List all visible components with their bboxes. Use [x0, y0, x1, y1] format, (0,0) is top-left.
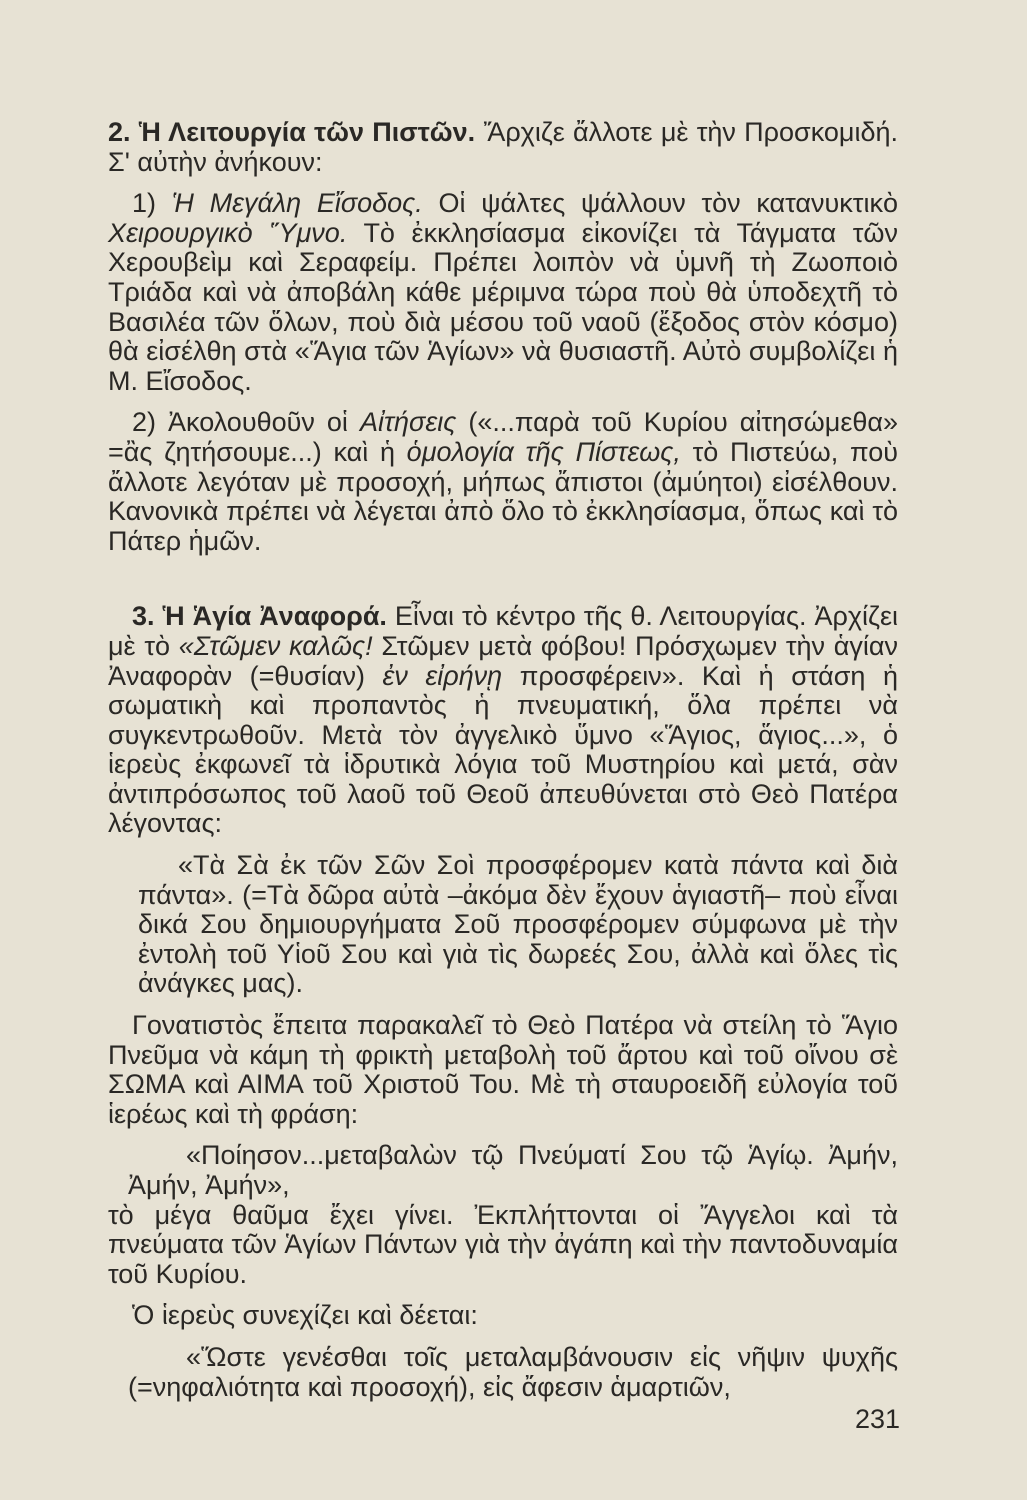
quote-offering: «Τὰ Σὰ ἐκ τῶν Σῶν Σοὶ προσφέρομεν κατὰ πάντα καὶ διὰ πάντα». (=Τὰ δῶρα αὐτὰ –ἀκόμα δὲν ἔχουν ἁγιαστῆ– ποὺ εἶναι δικά Σου δημιουργήματα Σοῦ προσφέρομεν σύμφωνα μὲ τὴν ἐντολὴ τοῦ Υἱοῦ Σου καὶ γιὰ τὶς δωρεές Σου, ἀλλὰ καὶ ὅλες τὶς ἀνάγκες μας).: [138, 850, 898, 999]
priest-prays-line: Ὁ ἱερεὺς συνεχίζει καὶ δέεται:: [132, 1300, 478, 1331]
page-body: [108, 118, 898, 1402]
section-2-item-1: 1) Ἡ Μεγάλη Εἴσοδος. Οἱ ψάλτες ψάλλουν τὸν κατανυκτικὸ Χειρουργικὸ Ὕμνο. Τὸ ἐκκλησίασμα εἰκονίζει τὰ Τάγματα τῶν Χερουβεὶμ καὶ Σεραφείμ. Πρέπει λοιπὸν νὰ ὑμνῆ τὴ Ζωοποιὸ Τριάδα καὶ νὰ ἀποβάλη κάθε μέριμνα τώρα ποὺ θὰ ὑποδεχτῆ τὸ Βασιλέα τῶν ὅλων, ποὺ διὰ μέσου τοῦ ναοῦ (ἔξοδος στὸν κόσμο) θὰ εἰσέλθη στὰ «Ἅγια τῶν Ἁγίων» νὰ θυσιαστῆ. Αὐτὸ συμβολίζει ἡ Μ. Εἴσοδος.: [108, 188, 898, 396]
section-2-item-2: 2) Ἀκολουθοῦν οἱ Αἰτήσεις («...παρὰ τοῦ Κυρίου αἰτησώμεθα» =ἂς ζητήσουμε...) καὶ ἡ ὁμολογία τῆς Πίστεως, τὸ Πιστεύω, ποὺ ἄλλοτε λεγόταν μὲ προσοχή, μήπως ἄπιστοι (ἀμύητοι) εἰσέλθουν. Κανονικὰ πρέπει νὰ λέγεται ἀπὸ ὅλο τὸ ἐκκλησίασμα, ὅπως καὶ τὸ Πάτερ ἡμῶν.: [108, 407, 898, 556]
epiclesis-paragraph: Γονατιστὸς ἔπειτα παρακαλεῖ τὸ Θεὸ Πατέρα νὰ στείλη τὸ Ἅγιο Πνεῦμα νὰ κάμη τὴ φρικτὴ μεταβολὴ τοῦ ἄρτου καὶ τοῦ οἴνου σὲ ΣΩΜΑ καὶ ΑΙΜΑ τοῦ Χριστοῦ Του. Μὲ τὴ σταυροειδῆ εὐλογία τοῦ ἱερέως καὶ τὴ φράση:: [108, 1010, 898, 1129]
section-2-heading: 2. Ἡ Λειτουργία τῶν Πιστῶν.: [108, 117, 476, 147]
cherubic-hymn-term: Χειρουργικὸ Ὕμνο.: [108, 217, 348, 248]
section-3-intro: 3. Ἡ Ἁγία Ἀναφορά. Εἶναι τὸ κέντρο τῆς θ. Λειτουργίας. Ἀρχίζει μὲ τὸ «Στῶμεν καλῶς! Στῶμεν μετὰ φόβου! Πρόσχωμεν τὴν ἁγίαν Ἀναφορὰν (=θυσίαν) ἐν εἰρήνῃ προσφέρειν». Καὶ ἡ στάση ἡ σωματικὴ καὶ προπαντὸς ἡ πνευματική, ὅλα πρέπει νὰ συγκεντρωθοῦν. Μετὰ τὸν ἀγγελικὸ ὕμνο «Ἅγιος, ἅγιος...», ὁ ἱερεὺς ἐκφωνεῖ τὰ ἱδρυτικὰ λόγια τοῦ Μυστηρίου καὶ μετά, σὰν ἀντιπρόσωπος τοῦ λαοῦ τοῦ Θεοῦ ἀπευθύνεται στὸ Θεὸ Πατέρα λέγοντας:: [108, 601, 899, 839]
section-2-intro: 2. Ἡ Λειτουργία τῶν Πιστῶν. Ἄρχιζε ἄλλοτε μὲ τὴν Προσκομιδή. Σ' αὐτὴν ἀνήκουν:: [108, 117, 898, 177]
miracle-paragraph: τὸ μέγα θαῦμα ἔχει γίνει. Ἐκπλήττονται οἱ Ἄγγελοι καὶ τὰ πνεύματα τῶν Ἁγίων Πάντων γιὰ τὴν ἀγάπη καὶ τὴν παντοδυναμία τοῦ Κυρίου.: [108, 1199, 898, 1289]
quote-communion: «Ὥστε γενέσθαι τοῖς μεταλαμβάνουσιν εἰς νῆψιν ψυχῆς (=νηφαλιότητα καὶ προσοχή), εἰς ἄφεσιν ἁμαρτιῶν,: [128, 1341, 898, 1402]
quote-consecration: «Ποίησον...μεταβαλὼν τῷ Πνεύματί Σου τῷ Ἁγίῳ. Ἀμήν, Ἀμήν, Ἀμήν»,: [128, 1140, 898, 1200]
page-number: 231: [854, 1404, 900, 1434]
great-entrance-title: Ἡ Μεγάλη Εἴσοδος.: [171, 188, 423, 219]
creed-term: ὁμολογία τῆς Πίστεως,: [406, 436, 681, 467]
petitions-term: Αἰτήσεις: [359, 407, 457, 438]
section-3-heading: 3. Ἡ Ἁγία Ἀναφορά.: [132, 601, 387, 632]
